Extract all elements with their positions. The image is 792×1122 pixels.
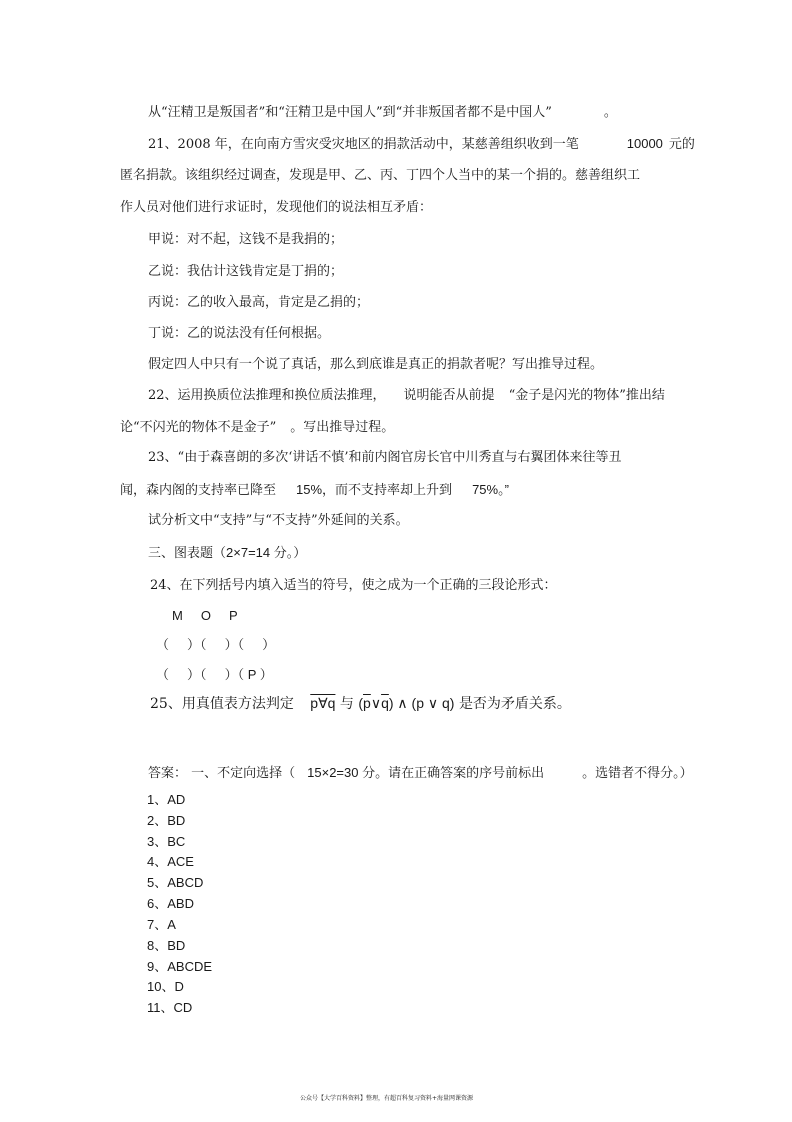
question-21: 21、2008 年，在向南方雪灾受灾地区的捐款活动中，某慈善组织收到一笔 10000 元的 <box>148 136 695 152</box>
question-22: 22、运用换质位法推理和换位质法推理， 说明能否从前提 “金子是闪光的物体”推出结 <box>148 388 665 403</box>
answer-item: 7、A <box>147 917 176 932</box>
text-line: 从“汪精卫是叛国者”和“汪精卫是中国人”到“并非叛国者都不是中国人” 。 <box>148 105 617 120</box>
statement-bing: 丙说：乙的收入最高，肯定是乙捐的； <box>148 295 370 310</box>
page-footer: 公众号【大学百科资料】整理，有超百科复习资料+海量网课资源 <box>300 1095 474 1102</box>
section-3-heading: 三、图表题（2×7=14 分。） <box>148 545 307 561</box>
text-line: 假定四人中只有一个说了真话，那么到底谁是真正的捐款者呢？写出推导过程。 <box>148 357 604 372</box>
answers-heading: 答案： 一、不定向选择（ 15×2=30 分。请在正确答案的序号前标出 。选错者不得分。） <box>148 765 693 781</box>
answer-item: 8、BD <box>147 938 186 953</box>
formula-1: p∀q <box>310 695 336 711</box>
statement-jia: 甲说：对不起，这钱不是我捐的； <box>148 232 344 247</box>
question-25: 25、用真值表方法判定 p∀q 与 $(\overline{p}\vee\overline{q})$ ∧ (p ∨ q) 是否为矛盾关系。 <box>150 695 571 712</box>
text-line: 作人员对他们进行求证时，发现他们的说法相互矛盾： <box>120 200 433 215</box>
text-line: 论“不闪光的物体不是金子” 。写出推导过程。 <box>120 420 395 435</box>
syllogism-row-2: （ ）（ ）（ P ） <box>156 667 273 682</box>
answer-item: 5、ABCD <box>147 875 204 890</box>
question-23: 23、“由于森喜朗的多次‘讲话不慎’和前内阁官房长官中川秀直与右翼团体来往等丑 <box>148 450 622 465</box>
answer-item: 9、ABCDE <box>147 959 213 974</box>
syllogism-terms: M O P <box>172 608 238 623</box>
answer-item: 10、D <box>147 979 184 994</box>
statement-yi: 乙说：我估计这钱肯定是丁捐的； <box>148 264 344 279</box>
answer-item: 2、BD <box>147 813 186 828</box>
answer-item: 3、BC <box>147 834 186 849</box>
syllogism-row-1: （ ）（ ）（ ） <box>156 637 276 652</box>
question-24: 24、在下列括号内填入适当的符号，使之成为一个正确的三段论形式： <box>150 578 557 593</box>
answer-item: 1、AD <box>147 792 186 807</box>
answer-item: 6、ABD <box>147 896 194 911</box>
answer-item: 11、CD <box>147 1000 193 1015</box>
answer-item: 4、ACE <box>147 854 194 869</box>
text-line: 闻，森内阁的支持率已降至 15%，而不支持率却上升到 75%。” <box>120 482 509 498</box>
text-line: 匿名捐款。该组织经过调查，发现是甲、乙、丙、丁四个人当中的某一个捐的。慈善组织工 <box>120 168 641 183</box>
statement-ding: 丁说：乙的说法没有任何根据。 <box>148 326 331 341</box>
text-line: 试分析文中“支持”与“不支持”外延间的关系。 <box>148 513 409 528</box>
